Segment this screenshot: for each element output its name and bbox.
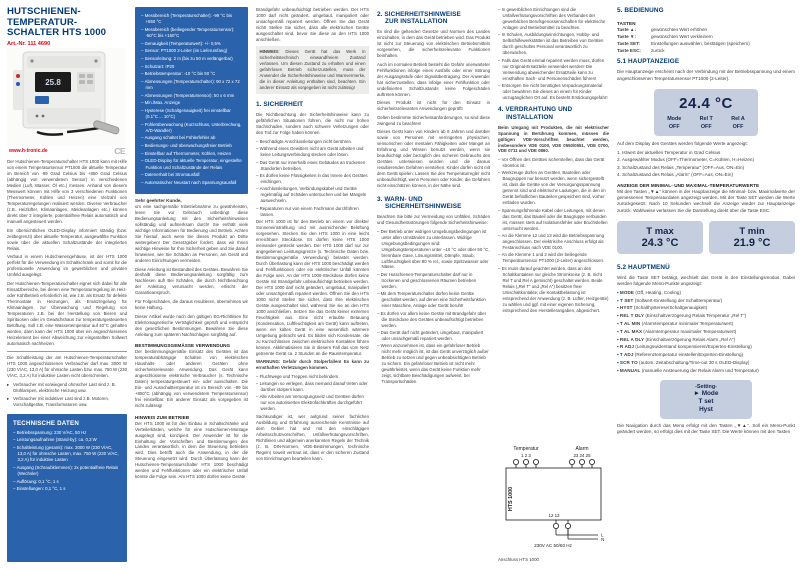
warnung-label: WARNUNG: [256, 359, 281, 365]
warn-safety-bullets [377, 229, 490, 387]
diagram-alarm-terminals: 23 24 25 [573, 453, 591, 458]
workplace-bullets [498, 7, 609, 102]
display-notes [617, 150, 795, 180]
menu-item: ▪ T AL MIN (Alarmtemperatur minimaler Temperaturwert) [617, 321, 795, 328]
customer-paragraph: Diese Anleitung ist Bestandteil des Gerätes. Bewahren Sie deshalb diese Bedienungsanleitung sorgfältig zum Nachlesen auf! Bei Schäden, die durch Nichtbeachtung der Anleitung verursacht werden, erlischt der Garantieanspruch. [135, 266, 248, 296]
technical-data-item: – Einstellungen: 0,1 °C, 1 s [13, 486, 122, 492]
safety-bullet: – Das Gerät nur innerhalb eines Gebäudes an trockenen Standorten betreiben. [256, 160, 369, 172]
safety-bullet: – Beschädigte Anschlussleitungen nicht berühren. [256, 139, 369, 145]
workplace-bullet: – Entsorgen Sie nicht benötigtes Verpackungsmaterial oder bewahren Sie dieses an einem für Kinder unzugänglichen Ort auf. Es besteht Erstickungsgefahr! [498, 83, 609, 101]
feature-item: – Hysterese (Schaltgenauigkeit) frei einstellbar (0.1°C ... 10°C) [141, 108, 243, 120]
taste-row: Taste ESC: zurück [617, 47, 665, 53]
warn-safety-bullet: – Der Betrieb unter widrigen Umgebungsbedingungen ist unter allen Umständen zu unterlassen. Widrige Umgebungsbedingungen sind: Umgebungstemperaturen unter –10 °C oder über 50 °C, brennbare Gase, Lösungsmittel, Dämpfe, Staub, Luftfeuchtigkeit über 80 % rel., sowie Spritzwasser oder Nässe. [377, 229, 490, 271]
wire-blue [16, 82, 20, 86]
feature-item: – Betriebstemperatur: -10 °C bis 50 °C [141, 71, 243, 77]
taste-row: Taste SET: Einstellungen auswählen, bestätigen (speichern) [617, 40, 750, 46]
column-3 [256, 7, 369, 562]
product-photo [7, 48, 125, 146]
setting-selected-row: ► Mode [693, 389, 719, 397]
feature-item: – Genauigkeit (Temperaturwert): +/- 0,5% [141, 41, 243, 47]
section-4-title-line2: INSTALLATION [506, 113, 554, 121]
display-rel-t: Rel T OFF [699, 115, 713, 130]
technical-data-list [13, 430, 122, 493]
load-bullet: ▸ Verbraucher mit induktiver Last sind z.B. Motoren, Vorschaltgeräte, Transformatoren usw. [7, 396, 127, 408]
menu-item: ▪ REL T DLY (Einschaltverzögerung Relais Temperatur „Rel T“) [617, 313, 795, 320]
minmax-title: ANZEIGE DER MINIMAL- UND MAXIMAL-TEMPERATURWERTE [617, 182, 760, 188]
display-note: 4. Schaltzustand des Relais „Alarm“ (OFF=Aus, ON=Ein) [617, 172, 733, 178]
section-5-1-title: 5.1 HAUPTANZEIGE [617, 58, 680, 66]
setting-row: Hyst [699, 406, 713, 414]
hinweis-betrieb-title: HINWEIS ZUM BETRIEB [135, 414, 190, 420]
section-4-title [498, 106, 609, 121]
feature-item: – Bedienungs- und überwachungsfreier Betrieb [141, 143, 243, 149]
page-title [7, 7, 127, 39]
installation-paragraph: Gelten bestimmte Sicherheitsanforderungen, so sind diese zwingend zu beachten! [377, 114, 490, 126]
display-mode: Mode OFF [667, 115, 682, 130]
hinweis-text: Dieses Gerät hat das Werk in sicherheitstechnisch einwandfreiem Zustand verlassen. Um diesen Zustand zu erhalten und einen gefahrlosen Betrieb sicherzustellen, muss der Anwender die Sicherheitshinweise und Warnvermerke, die in dieser Anleitung enthalten sind, beachten. Ein anderer Einsatz als vorgegeben ist nicht zulässig! [259, 49, 366, 90]
technical-data-box [7, 414, 127, 562]
feature-item: – Min./Max. Anzeige [141, 100, 243, 106]
customer-paragraph: Für Folgeschäden, die daraus resultieren, übernehmen wir keine Haftung. [135, 299, 248, 310]
wiring-bullet: – Spannungsführende Kabel oder Leitungen, mit denen das Gerät, das Bauteil oder die Baugruppe verbunden ist, müssen stets auf Isolationsfehler oder Bruchstellen untersucht werden. [498, 208, 609, 232]
warnung-bullets [256, 374, 369, 414]
diagram-n-label: N [601, 537, 605, 542]
wiring-bullets [498, 157, 609, 315]
section-2-title-line1: 2. SICHERHEITSHINWEISE [377, 11, 461, 18]
salutation: Sehr geehrter Kunde, [135, 197, 182, 203]
technical-data-item: – Betriebsspannung: 230 V/AC, 50 Hz [13, 430, 122, 436]
display-rel-a: Rel A OFF [731, 115, 745, 130]
feature-item: – Automatischer Neustart nach Spannungsausfall [141, 180, 243, 186]
feature-item: – Schutzart: IP20 [141, 64, 243, 70]
section-5-title: 5. BEDIENUNG [617, 7, 664, 14]
warn-safety-bullet: – Es dürfen vor allem keine Geräte mit Brandgefahr über die Steckdose des Gerätes unbeaufsichtigt betrieben werden. [377, 311, 490, 329]
website-link[interactable]: www.h-tronic.de [9, 148, 48, 155]
divider [7, 351, 127, 352]
warn-safety-bullet: – Das Gerät darf nicht geändert, umgebaut, manipuliert oder unsachgemäß repariert werden. [377, 330, 490, 342]
article-number: Art.-Nr. 111 4690 [7, 41, 51, 48]
workplace-bullet: – In Schulen, Ausbildungseinrichtungen, Hobby- und Selbsthilfewerkstätten ist das Betreiben von Geräten durch geschultes Personal verantwortlich zu überwachen. [498, 32, 609, 56]
hinweis-label: HINWEIS: [259, 49, 280, 54]
column-6 [617, 7, 795, 562]
safety-bullet: – Anschlussleitungen, Verbindungskabel und Geräte regelmäßig auf Schäden untersuchen und bei Mängeln auswechseln. [256, 186, 369, 204]
section-4-title-line1: 4. VERDRAHTUNG UND [498, 106, 573, 114]
installation-paragraphs [377, 29, 490, 192]
feature-item: – Ausgang schaltet bei Fühlerfehler ab [141, 135, 243, 141]
intro-paragraph: Verbaut in einem Hutschienengehäuse, ist der HTS 1000 perfekt für die Verwendung im Schaltschrank und somit für die professionelle Anwendung im gewerblichen und privaten Umfeld ausgelegt. [7, 254, 127, 278]
display-note: 2. Ausgewählter Modus (OFF=Thermometer, C=Kühlen, H=Heizen) [617, 157, 754, 163]
hauptanzeige-text: Die Hauptanzeige erscheint nach der Verbindung mit der Betriebsspannung und einem angeschlossenen Temperatursensor PT1000 (2-Leiter). [617, 69, 795, 81]
setting-display [660, 380, 752, 419]
hinweis-box [256, 46, 369, 95]
wiring-bullet: – Vor Öffnen des Gerätes sicherstellen, dass das Gerät stromlos ist. [498, 157, 609, 169]
wiring-bullet: – An die Klemme 1 und 2 wird der beiliegende Temperatursensor PT1000 (2-Leiter) angeschlossen. [498, 252, 609, 264]
feature-item: – Einstellbar auf Thermometer, Kühlen, Heizen [141, 151, 243, 157]
safety-bullet: – Reparaturen nur von einem Fachmann durchführen lassen. [256, 206, 369, 218]
technical-data-item: – Schaltleistung (gesamt): max. 3000 W (230 V/AC, 13,0 A) für ohmsche Lasten, max. 750 W (230 V/AC, 3,2 A) für induktive Lasten [13, 445, 122, 463]
vde-note: Beim Umgang mit Produkten, die mit elektrischer Spannung in Berührung kommen, müssen die gültigen VDE-Vorschriften beachtet werden, insbesondere VDE 0100, VDE 0550/0551, VDE 0700, VDE 0711 und VDE 0860. [498, 124, 609, 154]
load-bullets [7, 382, 127, 411]
tasten-title: TASTEN [617, 20, 636, 26]
technical-data-item: – Ausgang (Schraubklemmen): 2x potentialfreie Relais (Wechsler) [13, 465, 122, 477]
diagram-caption: Anschluss HTS 1000 [498, 557, 539, 562]
intro-text [7, 159, 127, 349]
diagram-alarm-label: Alarm [575, 446, 589, 452]
customer-paragraph: um eine sachgemäße Inbetriebnahme zu gewährleisten, lesen Sie vor Gebrauch unbedingt diese Bedienungsanleitung mit den Sicherheitshinweisen vollständig und aufmerksam durch! Sie enthält viele wichtige Informationen für Bedienung und Betrieb. Achten Sie hierauf, auch wenn Sie dieses Produkt an Dritte weitergeben! Der Gesetzgeber fordert, dass wir Ihnen wichtige Hinweise für Ihre Sicherheit geben und Sie darauf hinweisen, wie Sie Schäden an Personen, am Gerät und anderen Einrichtungen vermeiden. [135, 204, 248, 263]
diagram-voltage: 230V AC 50/60 Hz [534, 543, 572, 548]
continuation-text: Brandgefahr unbeaufsichtigt betrieben werden. Der HTS 1000 darf nicht geändert, umgebaut, manipuliert oder unsachgemäß repariert werden. Öffnen Sie das Gerät nicht! Stellen Sie sicher, dass alle elektrischen Geräte ausgeschaltet sind, bevor Sie diese an den HTS 1000 anschließen. [256, 7, 369, 42]
svg-text:25.8: 25.8 [45, 78, 61, 88]
selection-arrow-icon: ► [693, 389, 700, 397]
display-note: 3. Schaltzustand des Relais „Temperatur“ (OFF=Aus, ON=Ein) [617, 164, 745, 170]
warn-safety-bullet: – Der Hutschienen-Temperaturschalter darf nur in trockenen und geschlossenen Räumen betrieben werden. [377, 272, 490, 290]
customer-paragraph: Dieser Artikel wurde nach den gültigen EG-Richtlinien für Elektromagnetische Verträglichkeit geprüft und entspricht den gesetzlichen Bestimmungen. Bewahren Sie diese Anleitung zum späteren Nachschlagen sorgfältig auf. [135, 313, 248, 337]
wiring-bullet: – Werkzeuge dürfen an Geräten, Bauteilen oder Baugruppen nur benutzt werden, wenn sichergestellt ist, dass die Geräte von der Versorgungsspannung getrennt sind und elektrische Ladungen, die in den im Gerät befindlichen Bauteilen gespeichert sind, vorher entladen wurden. [498, 170, 609, 206]
feature-item: – Datenerhalt bei Stromausfall [141, 172, 243, 178]
tmin-display: T min 21.9 °C [709, 221, 795, 254]
diagram-temp-terminals: 1 2 3 [521, 453, 531, 458]
setting-row: T set [698, 398, 714, 406]
column-5 [498, 7, 609, 562]
diagram-temp-label: Temperatur [513, 446, 539, 452]
wiring-diagram [498, 443, 609, 562]
minmax-text: Mit den Tasten „▼▲“ können in der Hauptanzeige die Minimal- bzw. Maximalwerte der gemessenen Temperaturdaten angezeigt werden. Mit der Taste SET werden die Werte zurückgesetzt. Nach 10 Sekunden wechselt die Anzeige wieder zur Hauptanzeige zurück. Wahlweise verlassen Sie die Darstellung direkt über die Taste ESC. [617, 188, 795, 213]
warning-bullet: – Alle Arbeiten am Versorgungsnetz und Geräten dürfen nur von autorisierten Elektrofachkräften durchgeführt werden. [256, 394, 369, 412]
warn-intro: Beachten Sie bitte zur Vermeidung von Unfällen, Schäden und Gesundheitsstörungen folgende Sicherheitshinweise: [377, 214, 490, 225]
power-note: Die Schaltleistung der am Hutschienen-Temperaturschalter HTS 1000 angeschlossenen Verbraucher darf max. 3000 W (230 V/AC, 13,0 A) für ohmsche Lasten bzw. max. 750 W (230 V/AC, 3,2 A) für induktive Lasten nicht überschreiten. [7, 355, 127, 379]
setting-title: -Setting- [695, 383, 717, 390]
menu-list [617, 290, 795, 376]
column-2 [135, 7, 248, 562]
section-5-2-title: 5.2 HAUPTMENÜ [617, 263, 670, 271]
load-bullet: ▸ Verbraucher mit vorwiegend ohmscher Last sind z. B. Glühlampen, elektrische Heizung usw. [7, 382, 127, 394]
sicherheit-text: Der HTS 1000 ist für den Betrieb an einem vor direkter Sonneneinstrahlung und mit ausreichender Belüftung vorgesehen. Stecken Sie den HTS 1000 in eine leicht erreichbare Steckdose. Es dürfen keine HTS 1000 ineinander gesteckt werden. Der HTS 1000 darf nur zur angegebenen Leistungsgrenze (s. Technische Daten bzw. Bestimmungsgemäße Verwendung) belastet werden. Durch Überlastung kann der HTS 1000 beschädigt werden und Fehlfunktionen oder ein elektrischer Unfall könnten die Folge sein. An der HTS 1000-Steckdose dürfen keine Geräte mit Brandgefahr unbeaufsichtigt betrieben werden. Der HTS 1000 darf nicht geändert, umgebaut, manipuliert oder unsachgemäß repariert werden. Öffnen Sie den HTS 1000 nicht! Stellen Sie sicher, dass Ihre elektrischen Geräte ausgeschaltet sind, während Sie sie an den HTS 1000 anschließen. Setzen Sie das Gerät keiner extremen Feuchtigkeit aus. Eine nicht erlaubte Betauung (Kondensation, Luftfeuchtigkeit am Gerät) kann auftreten, wenn ein kaltes Gerät in eine wesentlich wärmere Umgebung gebracht wird. Es bilden sich Kondensate, die zu Kurzschlüssen zwischen elektrischen Kontakten führen können. Akklimatisieren Sie in diesem Fall das vom Netz getrennte Gerät ca. 2 Stunden an die Raumtemperatur. [256, 218, 369, 356]
column-1 [7, 7, 127, 562]
section-3-title-line2: SICHERHEITSHINWEISE [385, 203, 462, 211]
taste-row: Taste ▼: gewünschten Wert verkleinern [617, 33, 713, 39]
menu-item: ▪ HYST (Schalthysterese/Schaltgenauigkeit) [617, 305, 795, 312]
sachkundiger-text: Sachkundiger ist, wer aufgrund seiner fachlichen Ausbildung und Erfahrung ausreichende Kenntnisse auf dem Gebiet hat und mit den einschlägigen Arbeitsschutzvorschriften, Unfallverhütungsvorschriften, Richtlinien und allgemein anerkannten Regeln der Technik (z. B. DIN-Normen, VDE-Bestimmungen, technische Regeln) soweit vertraut ist, dass er den sicheren Zustand von Einrichtungen beurteilen kann. [256, 413, 369, 461]
workplace-bullet: – In gewerblichen Einrichtungen sind die Unfallverhütungsvorschriften des Verbandes der gewerblichen Berufsgenossenschaften für elektrische Anlagen und Betriebsmittel zu beachten. [498, 7, 609, 31]
warn-safety-bullet: – Wenn anzunehmen ist, dass ein gefahrloser Betrieb nicht mehr möglich ist, ist das Gerät unverzüglich außer Betrieb zu setzen und gegen unbeabsichtigten Betrieb zu sichern. Ein gefahrloser Betrieb ist nicht mehr gewährleistet, wenn das Gerät keine Funktion mehr zeigt, sichtbare Beschädigungen aufweist, bei Transportschäden. [377, 343, 490, 385]
customer-intro [135, 204, 248, 340]
wiring-bullet: – Es muss darauf geachtet werden, dass an den Schaltkontakten nur gleiche Stromkreise (z. B. nicht Rel T und Rel A gemischt) geschaltet werden. Beide Relais („Rel T“ und „Rel A“) besitzen freie Umschaltkontakte; die Kontaktbelastung ist entsprechend der Anwendung (z. B. Lüfter, Heizgeräte) zu wählen und ggf. mit einer eigenen Sicherung, entsprechend den Herstellerangaben, abgesichert. [498, 266, 609, 314]
section-1-title: 1. SICHERHEIT [256, 101, 304, 109]
main-display [654, 89, 758, 136]
safety-bullet: – Während eines Gewitters nicht am Gerät arbeiten und keine Leitungsverbindung stecken oder lösen. [256, 146, 369, 158]
bestimmung-title: BESTIMMUNGSGEMÄSSE VERWENDUNG [135, 343, 231, 349]
menu-item: ▪ SCR TO (autom. Zeitabschaltung/Time-out 30 s OLED-Display) [617, 360, 795, 367]
intro-paragraph: Der Hutschienen-Temperaturschalter eignet sich dabei für alle Einsatzbereiche, bei denen eine Temperaturregelung im Heiz- oder Kühlbetrieb erforderlich ist, wie z.B. als Ersatz für defekte Thermostate in Heizungen, als Ersatzregelung für Klimaanlagen, zur Überwachung und Regelung von Temperaturen z.B. bei der Herstellung von Bieren und Spirituosen oder im Gewächshaus zur temperaturgesteuerten Belüftung. Soll z.B. eine Wassertemperatur auf 40°C gehalten werden, dann kann der HTS 1000 über ein angeschlossenes Heizelement bei einer Abweichung zur eingestellten Sollwert automatisch nachheizen. [7, 280, 127, 346]
wiring-bullet: – An die Klemme 12 und 13 wird die Betriebsspannung angeschlossen. Der elektrische Anschluss erfolgt als Festanschluss nach VDE 0100. [498, 233, 609, 251]
menu-item: ▪ T AL MAX (Alarmtemperatur maximaler Temperaturwert) [617, 329, 795, 336]
feature-item: – Sensor: PT1000 2-Leiter (im Lieferumfang) [141, 48, 243, 54]
tmax-display: T max 24.3 °C [617, 221, 703, 254]
menu-item: ▪ MODE (Off, Heating, Cooling) [617, 290, 795, 297]
feature-item: – Abmessungen (Temperaturschalter): 90 x 72 x 72 mm [141, 79, 243, 91]
sicherheit-intro: Die Nichtbeachtung der Sicherheitshinweise kann zu gefährlichen Situationen führen, die nicht nur hohen Sachschaden, sondern auch schwere Verletzungen oder den Tod zur Folge haben können. [256, 112, 369, 136]
feature-item: – Fühlerüberwachung (Kurzschluss, Unterbrechung, A/D-Wandler) [141, 122, 243, 134]
display-notes-intro: Auf dem Display des Gerätes werden folgende Werte angezeigt: [617, 140, 748, 146]
page-title-line1: HUTSCHIENEN-TEMPERATUR- [7, 7, 81, 28]
features-box [135, 7, 248, 194]
taste-row: Taste ▲: gewünschten Wert erhöhen [617, 26, 708, 32]
hinweis-betrieb-text: Der HTS 1000 ist für den Einbau in Schaltschränke und Verteilerkästen, welche für eine Hutschienen-Montage ausgelegt sind, konzipiert. Der Anwender ist für die Einhaltung der Vorschriften und Bestimmungen des Landes verantwortlich, in dem die Steuerung betrieben wird. Dies betrifft auch die Anwendung, in der die Steuerung eingesetzt wird. Durch Überlastung kann der Hutschienen-Temperaturschalter HTS 1000 beschädigt werden und Fehlfunktionen oder ein elektrischer Unfall könnte die Folge sein. Am HTS 1000 dürfen keine Geräte [135, 420, 248, 480]
installation-paragraph: Auch im normalen Betrieb besteht die Gefahr unerwarteter Fehlfunktionen infolge eines Ausfalls oder einer Störung der Ausgangsstufe oder Signalübertragung. Der Anwender hat sicherzustellen, dass infolge einer Fehlfunktion oder undefinierten Schaltzustands keine Folgeschäden auftreten können. [377, 61, 490, 97]
technical-data-title: TECHNISCHE DATEN [13, 419, 79, 427]
feature-item: – OLED-Display für aktuelle Temperatur, eingestellte Funktion und Schaltzustände der Relais [141, 158, 243, 170]
warning-bullet: – Leitungen so verlegen, dass niemand darauf treten oder darüber stolpern kann. [256, 381, 369, 393]
ce-mark: CE [114, 146, 125, 157]
sicherheit-bullets [256, 139, 369, 219]
warnung-text: Gefahr durch Stolperfallen! Es kann zu ernsthaften Verletzungen kommen. [256, 359, 369, 371]
menu-item: ▪ REL A DLY (Einschaltverzögerung Relais Alarm „Rel A“) [617, 337, 795, 344]
display-note: 1. Istwert der aktuellen Temperatur in Grad Celsius [617, 149, 721, 155]
safety-bullet: – Es dürfen keine Flüssigkeiten in das Innere des Gerätes eindringen. [256, 173, 369, 185]
feature-item: – Abmessungen (Temperatursensor): 50 x 6 mm [141, 93, 243, 99]
display-temperature: 24.4 °C [679, 94, 733, 112]
technical-data-item: – Leistungsaufnahme (Stand-by): ca. 0,3 W [13, 437, 122, 443]
diagram-power-terminals: 12 13 [548, 513, 560, 518]
warnung-para [256, 359, 369, 371]
page-title-line2: SCHALTER HTS 1000 [7, 27, 107, 39]
wire-red [16, 74, 20, 78]
warn-safety-bullet: – Mit dem Temperaturschalter dürfen keine Geräte geschaltet werden, auf denen eine Sicherheitsfunktion einer Maschine, Anlage oder Gerät beruht! [377, 291, 490, 309]
workplace-bullet: – Falls das Gerät einmal repariert werden muss, dürfen nur Original-Ersatzteile verwendet werden! Die Verwendung abweichender Ersatzteile kann zu ernsthaften Sach- und Personenschäden führen! [498, 58, 609, 82]
hauptmenu-text: Wird die Taste SET betätigt, wechselt das Gerät in den Einstellungsmodus. Dabei werden folgende Menü-Punkte angezeigt: [617, 274, 795, 286]
diagram-device-label: HTS 1000 [508, 486, 514, 512]
bestimmung-text: Der bestimmungsgemäße Einsatz des Gerätes ist das temperaturabhängige Schalten von elektrischen Haushalts- oder anderen Geräten ohne sicherheitsrelevante Anwendung. Das Gerät kann angeschlossene elektrische Verbraucher (s. Technische Daten) temperaturgesteuert ein- oder ausschalten. Die Ein- und Ausschalttemperatur ist im Bereich von –99 bis +850°C (abhängig von verwendetem Temperatursensor) frei einstellbar. Ein anderer Einsatz als vorgegeben ist nicht zulässig! [135, 349, 248, 408]
technical-data-item: – Auflösung: 0,1 °C, 1 s [13, 479, 122, 485]
feature-item: – Messbereich (beiliegender Temperatursensor): -50°C bis +150°C [141, 27, 243, 39]
installation-paragraph: Es sind die geltenden Gesetze und Normen des Landes einzuhalten, in dem das Gerät betrieben wird. Das Produkt ist nicht zur Steuerung von elektrischen Betriebsmitteln vorgesehen, die sicherheitsrelevante Funktionen beinhalten. [377, 29, 490, 59]
menu-item: ▪ T SET (Sollwert-Einstellung der Schalttemperatur) [617, 298, 795, 305]
menu-footer-text: Die Navigation durch das Menü erfolgt mit den Tasten „▼▲“. Soll ein Menü-Punkt geändert werden, so erfolgt dies mit der Taste SET. Die Werte können mit den Tasten [617, 422, 795, 434]
brand-badge [35, 96, 49, 104]
diagram-l-label: L [601, 532, 604, 538]
intro-paragraph: Der Hutschienen-Temperaturschalter HTS 1000 kann mit Hilfe von einem Temperatursensor PT1000 die aktuelle Temperatur im Bereich von -99 Grad Celsius bis +850 Grad Celsius (abhängig von verwendetem Sensor) in verschiedenen Medien (Luft, Wasser, Öl etc.) messen. Anhand von diesem Messwert können mit Hilfe von 3 verschiedenen Funktionen (Thermometer, Kühlen und Heizen) eine Vielzahl von Temperaturregelungen realisiert werden. Diverse Verbraucher (z.B. Heizlüfter, Klimaanlagen, Meldeanlagen etc.) können direkt über 2 integrierte, potentialfreie Relais automatisch und manuell angesteuert werden. [7, 159, 127, 225]
intro-paragraph: Ein übersichtliches OLED-Display informiert ständig (bzw. zeitbegrenzt) über aktuelle Temperatur, ausgewählte Funktion sowie über die aktuellen Schaltzustände der integrierten Relais. [7, 227, 127, 251]
menu-item: ▪ T ADJ (Referenztemperatur einstellen/Experten-Einstellung) [617, 352, 795, 359]
section-2-title-line2: ZUR INSTALLATION [385, 18, 448, 26]
section-3-title-line1: 3. WARN- UND [377, 195, 423, 203]
feature-item: – Sensorleitung: 2 m (bis zu 50 m verlängerbar) [141, 56, 243, 62]
installation-paragraph: Dieses Produkt ist nicht für den Einsatz in sicherheitsrelevanten Anwendungen geprüft! [377, 100, 490, 112]
tasten-list [617, 27, 795, 55]
section-3-title [377, 196, 490, 211]
menu-item: ▪ R ADJ (Leitungswiderstand kompensieren/Experten-Einstellung) [617, 344, 795, 351]
column-4 [377, 7, 490, 562]
installation-paragraph: Dieses Gerät kann von Kindern ab 8 Jahren und darüber sowie von Personen mit verringerten physischen, sensorischen oder mentalen Fähigkeiten oder Mangel an Erfahrung und Wissen benutzt werden, wenn sie beaufsichtigt oder bezüglich des sicheren Gebrauchs des Gerätes unterwiesen wurden und die daraus resultierenden Gefahren verstehen. Kinder dürfen nicht mit dem Gerät spielen. Lassen Sie den Temperaturregler nicht unbeaufsichtigt, wenn Personen oder Kinder, die Gefahren nicht einschätzen können, in der Nähe sind. [377, 129, 490, 189]
menu-item: ▪ MANUAL (manuelle Ansteuerung der Relais Alarm und Temperatur) [617, 368, 795, 375]
section-2-title [377, 11, 490, 26]
warning-bullet: – Fluchtwege und Treppen nicht behindern. [256, 374, 369, 380]
feature-item: – Messbereich (Temperaturschalter): -99 °C bis +850 °C [141, 13, 243, 25]
features-list [141, 13, 243, 186]
